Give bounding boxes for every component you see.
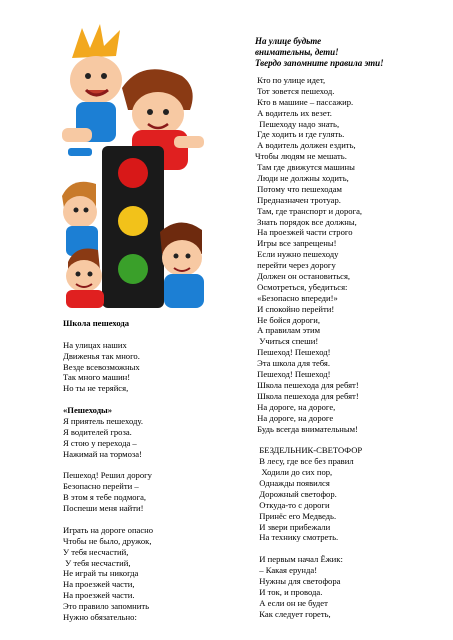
right-column — [255, 36, 445, 620]
poem-line: Чтобы людям не мешать. — [255, 151, 347, 162]
poem-line: Везде всевозможных — [63, 361, 140, 372]
poem-line: Я стою у перехода – — [63, 437, 137, 448]
poem-line: Движенья так много. — [63, 350, 140, 361]
poem-line: И звери прибежали — [255, 521, 331, 532]
kid-right — [160, 222, 204, 308]
poem-line: Я приятель пешеходу. — [63, 416, 143, 427]
poem-line: Нажимай на тормоза! — [63, 448, 142, 459]
poem-line: В лесу, где все без правил — [255, 456, 354, 467]
traffic-light-kids-illustration — [62, 18, 207, 308]
poem-line: И ток, и провода. — [255, 586, 323, 597]
poem-title: «Пешеходы» — [63, 405, 113, 416]
stanza-gap — [63, 514, 243, 525]
poem-pedestrians — [63, 405, 243, 459]
poem-dangerous-road — [63, 525, 243, 623]
poem-title: БЕЗДЕЛЬНИК-СВЕТОФОР — [255, 445, 363, 456]
poem-line: Где ходить и где гулять. — [255, 129, 345, 140]
poem-line: Школа пешехода для ребят! — [255, 390, 359, 401]
poem-line: У тебя несчастий, — [63, 546, 129, 557]
intro-line: Твердо запомните правила эти! — [255, 58, 384, 68]
poem-line: Поспеши меня найти! — [63, 503, 144, 514]
stanza-gap — [63, 460, 243, 471]
poem-line: – Какая ерунда! — [255, 565, 318, 576]
poem-line: «Безопасно впереди!» — [255, 292, 338, 303]
poem-line: Знать порядок все должны, — [255, 216, 357, 227]
poem-line: Потому что пешеходам — [255, 183, 342, 194]
left-column — [63, 318, 243, 623]
poem-line: Там где движутся машины — [255, 162, 355, 173]
poem-line: А водитель должен ездить, — [255, 140, 356, 151]
poem-line: Не бойся дороги, — [255, 314, 321, 325]
poem-line: Это правило запомнить — [63, 601, 150, 612]
poem-line: Нужны для светофора — [255, 575, 341, 586]
poem-line: На проезжей части. — [63, 590, 135, 601]
poem-pedestrian — [255, 75, 445, 434]
poem-line: Не играй ты никогда — [63, 568, 139, 579]
stanza-gap — [255, 434, 445, 445]
poem-line: Однажды появился — [255, 477, 330, 488]
poem-idle-traffic-light — [255, 445, 445, 543]
green-light — [118, 254, 148, 284]
poem-line: Игры все запрещены! — [255, 238, 337, 249]
poem-pedestrian-crossing — [63, 470, 243, 514]
poem-line: Безопасно перейти – — [63, 481, 139, 492]
poem-line: Пешеходу надо знать, — [255, 118, 340, 129]
poem-line: Пешеход! Решил дорогу — [63, 470, 152, 481]
poem-line: Играть на дороге опасно — [63, 524, 154, 535]
red-light — [118, 158, 148, 188]
poem-line: И спокойно перейти! — [255, 303, 335, 314]
poem-line: У тебя несчастий, — [63, 557, 131, 568]
poem-line: Тот зовется пешеход. — [255, 85, 335, 96]
poem-line: Принёс его Медведь. — [255, 510, 337, 521]
poem-line: Так много машин! — [63, 372, 131, 383]
kid-left — [62, 182, 98, 256]
poem-line: Нужно обязательно: — [63, 612, 137, 623]
stanza-gap — [63, 329, 243, 340]
poem-pedestrian-school — [63, 340, 243, 394]
poem-line: На дороге, на дороге — [255, 412, 334, 423]
yellow-light — [118, 206, 148, 236]
intro-line: внимательны, дети! — [255, 47, 339, 57]
poem-line: Кто по улице идет, — [255, 75, 326, 85]
kid-bottom-left — [66, 249, 104, 309]
poem-line: Предназначен тротуар. — [255, 194, 341, 205]
poem-line: На технику смотреть. — [255, 532, 339, 543]
poem-line: А если он не будет — [255, 597, 328, 608]
poem-line: Эта школа для тебя. — [255, 358, 331, 369]
poem-line: На дороге, на дороге, — [255, 401, 336, 412]
poem-line: Дорожный светофор. — [255, 488, 337, 499]
poem-line: А правилам этим — [255, 325, 321, 336]
poem-line: Будь всегда внимательным! — [255, 423, 358, 434]
poem-line: Чтобы не было, дружок, — [63, 535, 152, 546]
poem-line: Пешеход! Пешеход! — [255, 369, 331, 380]
poem-line: На проезжей части строго — [255, 227, 353, 238]
poem-line: Если нужно пешеходу — [255, 249, 339, 260]
poem-line: А водитель их везет. — [255, 107, 332, 118]
poem-line: перейти через дорогу — [255, 260, 336, 271]
stanza-gap — [63, 394, 243, 405]
poem-line: Пешеход! Пешеход! — [255, 347, 331, 358]
poem-line: Должен он остановиться, — [255, 271, 351, 282]
poem-line: Учиться спеши! — [255, 336, 319, 347]
poem-line: Там, где транспорт и дорога, — [255, 205, 363, 216]
poem-line: Осмотреться, убедиться: — [255, 281, 348, 292]
poem-line: Откуда-то с дороги — [255, 499, 330, 510]
traffic-light — [102, 146, 164, 308]
poem-line: Школа пешехода для ребят! — [255, 379, 359, 390]
intro-line: На улице будьте — [255, 36, 322, 46]
poem-idle-traffic-light-continued — [255, 554, 445, 619]
stanza-gap — [255, 543, 445, 554]
poem-line: В этом я тебе подмога, — [63, 492, 147, 503]
poem-line: Люди не должны ходить, — [255, 173, 349, 184]
poem-line: Я водителей гроза. — [63, 426, 132, 437]
poem-title: Школа пешехода — [63, 318, 130, 328]
intro-heading — [255, 36, 445, 69]
poem-line: Ходили до сих пор, — [255, 467, 333, 478]
kid-top-left — [62, 24, 122, 156]
poem-line: Кто в машине – пассажир. — [255, 96, 354, 107]
poem-line: Как следует гореть, — [255, 608, 331, 619]
poem-line: И первым начал Ёжик: — [255, 554, 343, 565]
poem-line: На улицах наших — [63, 339, 127, 350]
poem-line: На проезжей части, — [63, 579, 135, 590]
poem-line: Но ты не теряйся, — [63, 383, 129, 394]
